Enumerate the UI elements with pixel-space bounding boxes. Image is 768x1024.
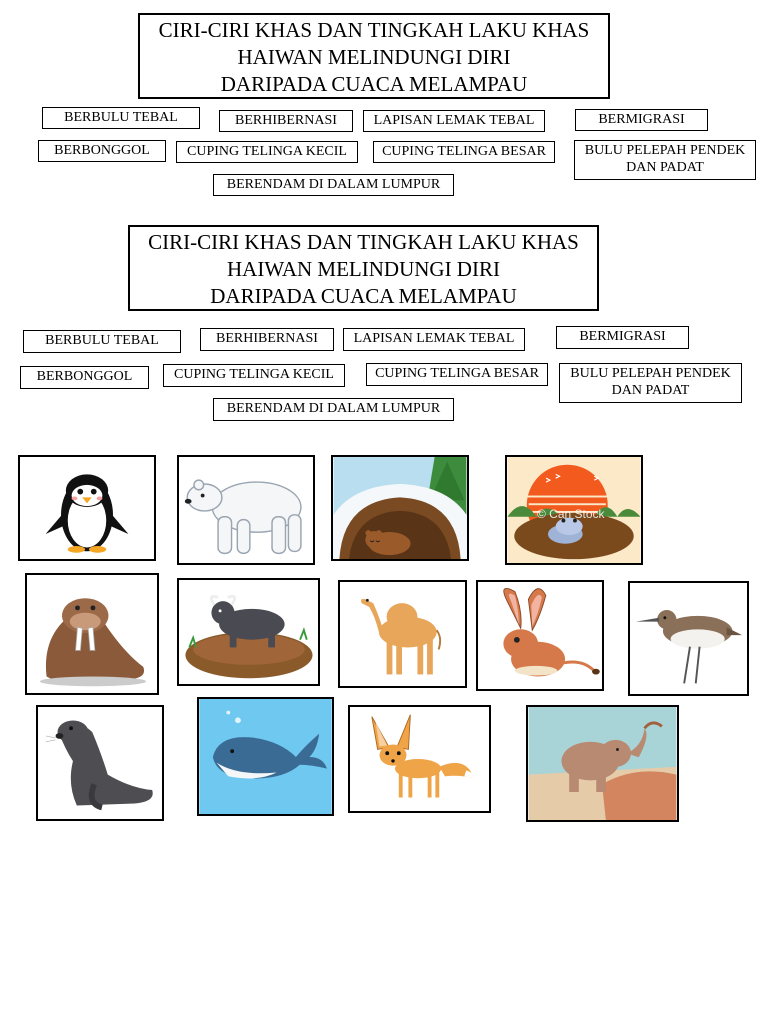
- bulu-pelepah-line-2: DAN PADAT: [611, 383, 690, 398]
- worksheet-title-top: [138, 13, 610, 99]
- label-berendam[interactable]: BERENDAM DI DALAM LUMPUR: [213, 398, 454, 421]
- title-line-3: DARIPADA CUACA MELAMPAU: [220, 72, 528, 96]
- label-cuping-telinga-kecil[interactable]: CUPING TELINGA KECIL: [163, 364, 345, 387]
- worksheet-title-bottom: [128, 225, 599, 311]
- label-berbulu-tebal[interactable]: BERBULU TEBAL: [42, 107, 200, 129]
- label-lapisan-lemak-tebal[interactable]: LAPISAN LEMAK TEBAL: [343, 328, 525, 351]
- label-berhibernasi[interactable]: BERHIBERNASI: [200, 328, 334, 351]
- polar-bear-icon: [177, 455, 315, 565]
- bulu-pelepah-line-1: BULU PELEPAH PENDEK: [570, 366, 731, 381]
- sea-lion-icon: [36, 705, 164, 821]
- title-line-3: DARIPADA CUACA MELAMPAU: [210, 284, 517, 308]
- elephant-mud-icon: [526, 705, 679, 822]
- label-berendam[interactable]: BERENDAM DI DALAM LUMPUR: [213, 174, 454, 196]
- label-berhibernasi[interactable]: BERHIBERNASI: [219, 110, 353, 132]
- fennec-fox-icon: [348, 705, 491, 813]
- label-berbonggol[interactable]: BERBONGGOL: [20, 366, 149, 389]
- label-bermigrasi[interactable]: BERMIGRASI: [575, 109, 708, 131]
- label-lapisan-lemak-tebal[interactable]: LAPISAN LEMAK TEBAL: [363, 110, 545, 132]
- label-berbulu-tebal[interactable]: BERBULU TEBAL: [23, 330, 181, 353]
- label-bulu-pelepah[interactable]: [574, 140, 756, 180]
- title-line-1: CIRI-CIRI KHAS DAN TINGKAH LAKU KHAS: [148, 230, 579, 254]
- label-cuping-telinga-besar[interactable]: CUPING TELINGA BESAR: [373, 141, 555, 163]
- title-line-1: CIRI-CIRI KHAS DAN TINGKAH LAKU KHAS: [158, 18, 590, 42]
- bulu-pelepah-line-2: DAN PADAT: [626, 160, 704, 175]
- hippo-mud-icon: [505, 455, 643, 565]
- buffalo-mud-icon: [177, 578, 320, 686]
- whale-icon: [197, 697, 334, 816]
- label-bermigrasi[interactable]: BERMIGRASI: [556, 326, 689, 349]
- camel-icon: [338, 580, 467, 688]
- bulu-pelepah-line-1: BULU PELEPAH PENDEK: [584, 143, 746, 158]
- label-cuping-telinga-besar[interactable]: CUPING TELINGA BESAR: [366, 363, 548, 386]
- label-cuping-telinga-kecil[interactable]: CUPING TELINGA KECIL: [176, 141, 358, 163]
- jerboa-icon: [476, 580, 604, 691]
- hibernating-bear-icon: [331, 455, 469, 561]
- title-line-2: HAIWAN MELINDUNGI DIRI: [237, 45, 511, 69]
- label-berbonggol[interactable]: BERBONGGOL: [38, 140, 166, 162]
- canstock-watermark: © Can Stock: [537, 507, 605, 521]
- penguin-icon: [18, 455, 156, 561]
- sandpiper-bird-icon: [628, 581, 749, 696]
- label-bulu-pelepah[interactable]: [559, 363, 742, 403]
- walrus-icon: [25, 573, 159, 695]
- title-line-2: HAIWAN MELINDUNGI DIRI: [227, 257, 500, 281]
